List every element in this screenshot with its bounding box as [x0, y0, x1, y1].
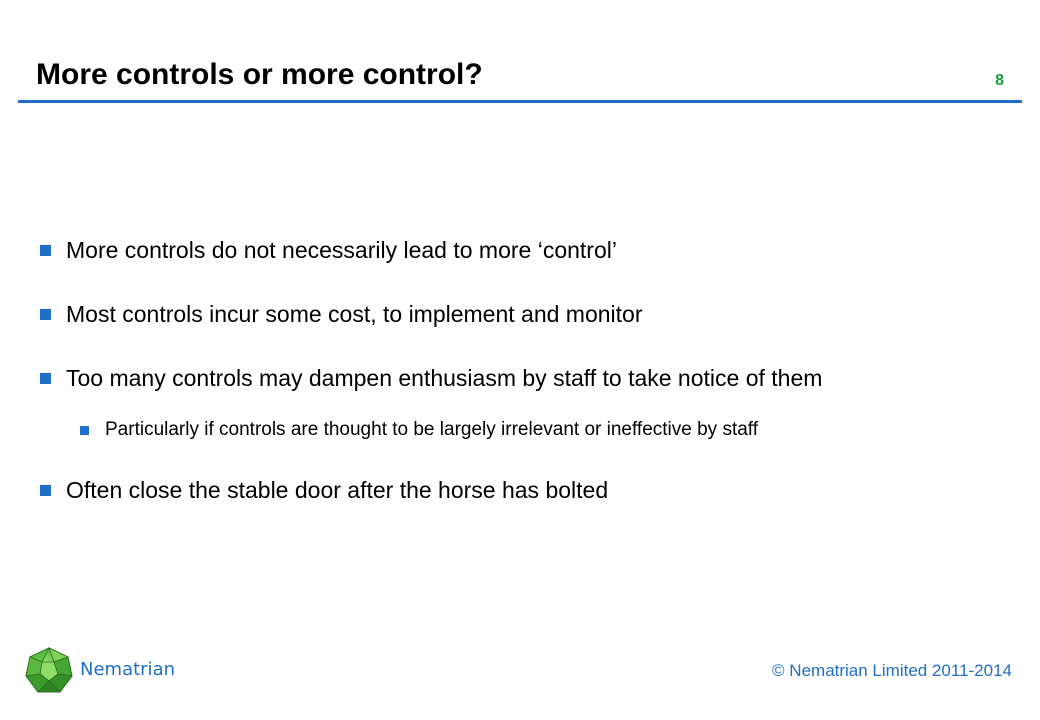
bullet-item-4 — [40, 474, 1020, 506]
bullet-square-icon — [40, 245, 51, 256]
bullet-list — [40, 234, 1020, 538]
bullet-text: Most controls incur some cost, to implement and monitor — [66, 300, 643, 327]
sub-bullet-square-icon — [80, 426, 89, 435]
bullet-text: Too many controls may dampen enthusiasm by staff to take notice of them — [66, 364, 823, 391]
footer-brand: Nematrian — [80, 659, 176, 680]
sub-bullet-text: Particularly if controls are thought to be largely irrelevant or ineffective by staff — [105, 419, 759, 440]
bullet-square-icon — [40, 309, 51, 320]
footer-copyright: © Nematrian Limited 2011-2014 — [772, 661, 1012, 680]
bullet-text: Often close the stable door after the horse has bolted — [66, 476, 609, 503]
green-polyhedron-icon — [24, 646, 74, 696]
bullet-item-1 — [40, 234, 1020, 266]
bullet-square-icon — [40, 485, 51, 496]
page-number: 8 — [995, 72, 1004, 89]
bullet-square-icon — [40, 373, 51, 384]
title-underline — [18, 100, 1022, 103]
sub-bullet-item-1 — [40, 418, 1020, 442]
slide-title: More controls or more control? — [36, 58, 483, 91]
bullet-item-3 — [40, 362, 1020, 394]
bullet-text: More controls do not necessarily lead to more ‘control’ — [66, 236, 617, 263]
bullet-item-2 — [40, 298, 1020, 330]
